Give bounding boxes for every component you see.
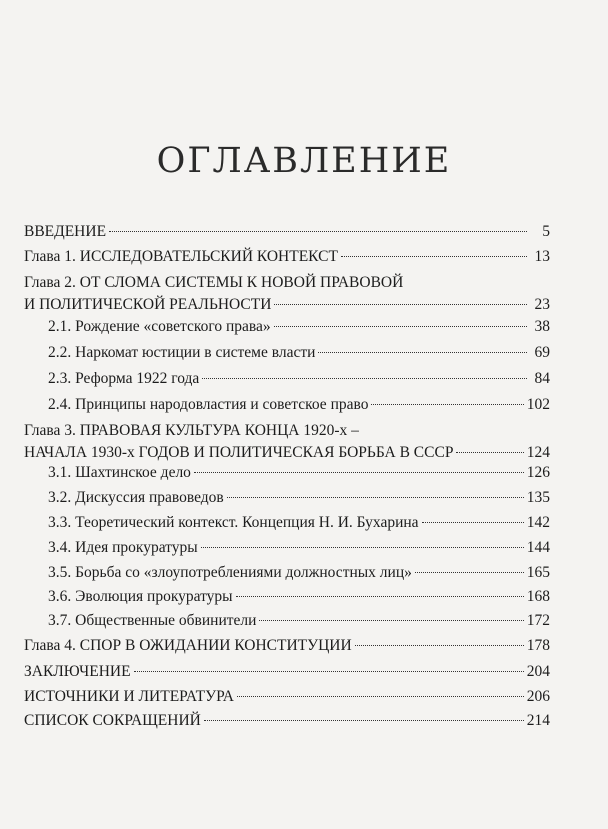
dot-leader bbox=[227, 497, 524, 498]
toc-page-number: 69 bbox=[534, 344, 550, 361]
dot-leader bbox=[201, 547, 524, 548]
dot-leader bbox=[259, 620, 523, 621]
toc-entry-title: 3.4. Идея прокуратуры bbox=[48, 539, 198, 556]
toc-page-number: 172 bbox=[526, 612, 550, 629]
toc-entry-title: 3.3. Теоретический контекст. Концепция Н. И. Бухарина bbox=[48, 514, 419, 531]
dot-leader bbox=[134, 671, 524, 672]
toc-entry-section-3-2 bbox=[48, 487, 550, 509]
dot-leader bbox=[204, 720, 524, 721]
page-title: ОГЛАВЛЕНИЕ bbox=[156, 141, 452, 182]
dot-leader bbox=[194, 472, 524, 473]
toc-entry-title: 2.1. Рождение «советского права» bbox=[48, 318, 271, 335]
toc-entry-conclusion bbox=[24, 661, 550, 683]
toc-entry-title: 3.1. Шахтинское дело bbox=[48, 464, 191, 481]
toc-entry-title: 2.3. Реформа 1922 года bbox=[48, 370, 200, 387]
dot-leader bbox=[415, 572, 524, 573]
toc-entry-section-3-5 bbox=[48, 562, 550, 584]
toc-entry-sources bbox=[24, 686, 550, 708]
toc-page-number: 126 bbox=[526, 464, 550, 481]
toc-page-number: 178 bbox=[526, 637, 550, 654]
toc-entry-title: Глава 4. СПОР В ОЖИДАНИИ КОНСТИТУЦИИ bbox=[24, 637, 352, 654]
toc-page-number: 165 bbox=[526, 564, 550, 581]
dot-leader bbox=[341, 256, 527, 257]
toc-entry-title: ЗАКЛЮЧЕНИЕ bbox=[24, 663, 131, 680]
toc-entry-title-line1: Глава 3. ПРАВОВАЯ КУЛЬТУРА КОНЦА 1920-х – bbox=[24, 422, 359, 439]
toc-page-number: 206 bbox=[526, 688, 550, 705]
toc-page-number: 142 bbox=[526, 514, 550, 531]
toc-page-number: 204 bbox=[526, 663, 550, 680]
dot-leader bbox=[274, 326, 527, 327]
toc-entry-title: 3.6. Эволюция прокуратуры bbox=[48, 588, 233, 605]
toc-page-number: 168 bbox=[526, 588, 550, 605]
dot-leader bbox=[355, 645, 524, 646]
toc-entry-section-3-3 bbox=[48, 512, 550, 534]
dot-leader bbox=[109, 231, 527, 232]
toc-entry-title: 3.2. Дискуссия правоведов bbox=[48, 489, 224, 506]
toc-page-number: 124 bbox=[526, 444, 550, 461]
dot-leader bbox=[274, 304, 527, 305]
toc-entry-chapter-3 bbox=[24, 420, 550, 464]
dot-leader bbox=[422, 522, 524, 523]
toc-entry-title: 3.7. Общественные обвинители bbox=[48, 612, 257, 629]
toc-entry-chapter-1 bbox=[24, 246, 550, 268]
toc-page-number: 144 bbox=[526, 539, 550, 556]
toc-entry-title: НАЧАЛА 1930-х ГОДОВ И ПОЛИТИЧЕСКАЯ БОРЬБА В СССР bbox=[24, 444, 454, 461]
toc-entry-section-3-4 bbox=[48, 537, 550, 559]
toc-entry-title-line1: Глава 2. ОТ СЛОМА СИСТЕМЫ К НОВОЙ ПРАВОВОЙ bbox=[24, 274, 404, 291]
toc-entry-chapter-2 bbox=[24, 272, 550, 316]
toc-entry-section-2-1 bbox=[48, 316, 550, 338]
dot-leader bbox=[318, 352, 527, 353]
title-block bbox=[0, 118, 608, 205]
toc-entry-title: Глава 1. ИССЛЕДОВАТЕЛЬСКИЙ КОНТЕКСТ bbox=[24, 248, 338, 265]
toc-entry-section-2-3 bbox=[48, 368, 550, 390]
toc-entry-abbreviations bbox=[24, 710, 550, 732]
dot-leader bbox=[456, 452, 523, 453]
dot-leader bbox=[237, 696, 524, 697]
toc-page-number: 13 bbox=[534, 248, 550, 265]
toc-entry-title: И ПОЛИТИЧЕСКОЙ РЕАЛЬНОСТИ bbox=[24, 296, 272, 313]
toc-page-number: 38 bbox=[534, 318, 550, 335]
toc-entry-title: 2.4. Принципы народовластия и советское право bbox=[48, 396, 369, 413]
toc-entry-title: ИСТОЧНИКИ И ЛИТЕРАТУРА bbox=[24, 688, 234, 705]
toc-entry-section-3-6 bbox=[48, 586, 550, 608]
dot-leader bbox=[371, 404, 523, 405]
toc-entry-title: СПИСОК СОКРАЩЕНИЙ bbox=[24, 712, 201, 729]
toc-entry-title: ВВЕДЕНИЕ bbox=[24, 223, 107, 240]
dot-leader bbox=[236, 596, 524, 597]
dot-leader bbox=[202, 378, 527, 379]
toc-entry-section-2-4 bbox=[48, 394, 550, 416]
toc-page-number: 5 bbox=[542, 223, 550, 240]
toc-entry-section-3-7 bbox=[48, 610, 550, 632]
toc-page-number: 214 bbox=[526, 712, 550, 729]
toc-entry-section-3-1 bbox=[48, 462, 550, 484]
toc-page-number: 102 bbox=[526, 396, 550, 413]
toc-page-number: 23 bbox=[534, 296, 550, 313]
toc-page-number: 135 bbox=[526, 489, 550, 506]
toc-entry-introduction bbox=[24, 221, 550, 243]
toc-entry-title: 3.5. Борьба со «злоупотреблениями должностных лиц» bbox=[48, 564, 412, 581]
toc-entry-title: 2.2. Наркомат юстиции в системе власти bbox=[48, 344, 316, 361]
toc-entry-section-2-2 bbox=[48, 342, 550, 364]
toc-page-number: 84 bbox=[534, 370, 550, 387]
toc-entry-chapter-4 bbox=[24, 635, 550, 657]
